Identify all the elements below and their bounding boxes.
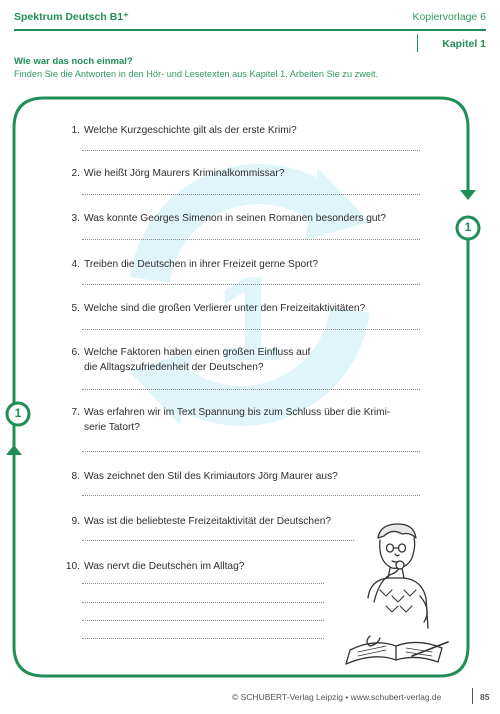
thinking-reader-icon xyxy=(340,518,452,670)
question-text: Was zeichnet den Stil des Krimiautors Jörg Maurer aus? xyxy=(84,471,338,482)
svg-text:1: 1 xyxy=(216,252,284,386)
answer-line[interactable] xyxy=(82,451,420,452)
answer-line[interactable] xyxy=(82,389,420,390)
question-number: 10. xyxy=(65,561,80,572)
question-number: 5. xyxy=(71,303,80,314)
task-instruction: Finden Sie die Antworten in den Hör- und Lesetexten aus Kapitel 1. Arbeiten Sie zu zweit. xyxy=(14,69,379,79)
arrow-down-icon xyxy=(460,190,476,200)
answer-line[interactable] xyxy=(82,150,420,151)
answer-line[interactable] xyxy=(82,620,324,621)
question-number: 2. xyxy=(71,168,80,179)
answer-line[interactable] xyxy=(82,638,324,639)
question-text: Was erfahren wir im Text Spannung bis zum Schluss über die Krimi-serie Tatort? xyxy=(84,407,391,433)
question-number: 9. xyxy=(71,516,80,527)
task-title: Wie war das noch einmal? xyxy=(14,56,133,67)
answer-line[interactable] xyxy=(82,284,420,285)
badge-right: 1 xyxy=(464,220,472,234)
question-text: Welche Kurzgeschichte gilt als der erste Krimi? xyxy=(84,125,297,136)
answer-line[interactable] xyxy=(82,495,420,496)
answer-line[interactable] xyxy=(82,583,324,584)
question-text: Was nervt die Deutschen im Alltag? xyxy=(84,561,245,572)
arrow-up-icon xyxy=(6,445,22,455)
page-number: 85 xyxy=(480,692,490,702)
question-number: 7. xyxy=(71,407,80,418)
footer-divider xyxy=(472,688,473,704)
question-text: Treiben die Deutschen in ihrer Freizeit gerne Sport? xyxy=(84,259,319,270)
question-text: Was ist die beliebteste Freizeitaktivität der Deutschen? xyxy=(84,516,332,527)
answer-line[interactable] xyxy=(82,329,420,330)
question-number: 3. xyxy=(71,213,80,224)
question-text: Welche sind die großen Verlierer unter den Freizeitaktivitäten? xyxy=(84,303,366,314)
answer-line[interactable] xyxy=(82,602,324,603)
question-text: Wie heißt Jörg Maurers Kriminalkommissar? xyxy=(84,168,285,179)
cycle-watermark-icon xyxy=(128,168,370,425)
worksheet-label: Kopiervorlage 6 xyxy=(412,11,486,23)
answer-line[interactable] xyxy=(82,239,420,240)
question-number: 6. xyxy=(71,347,80,358)
question-number: 1. xyxy=(71,125,80,136)
question-number: 4. xyxy=(71,259,80,270)
brand-title: Spektrum Deutsch B1⁺ xyxy=(14,11,129,23)
question-number: 8. xyxy=(71,471,80,482)
question-text: Was konnte Georges Simenon in seinen Romanen besonders gut? xyxy=(84,213,387,224)
badge-left: 1 xyxy=(14,406,22,420)
chapter-label: Kapitel 1 xyxy=(442,38,486,50)
answer-line[interactable] xyxy=(82,540,354,541)
question-text: Welche Faktoren haben einen großen Einfluss auf die Alltagszufriedenheit der Deutschen? xyxy=(84,347,311,373)
footer-copyright: © SCHUBERT-Verlag Leipzig • www.schubert-verlag.de xyxy=(232,692,442,702)
answer-line[interactable] xyxy=(82,194,420,195)
